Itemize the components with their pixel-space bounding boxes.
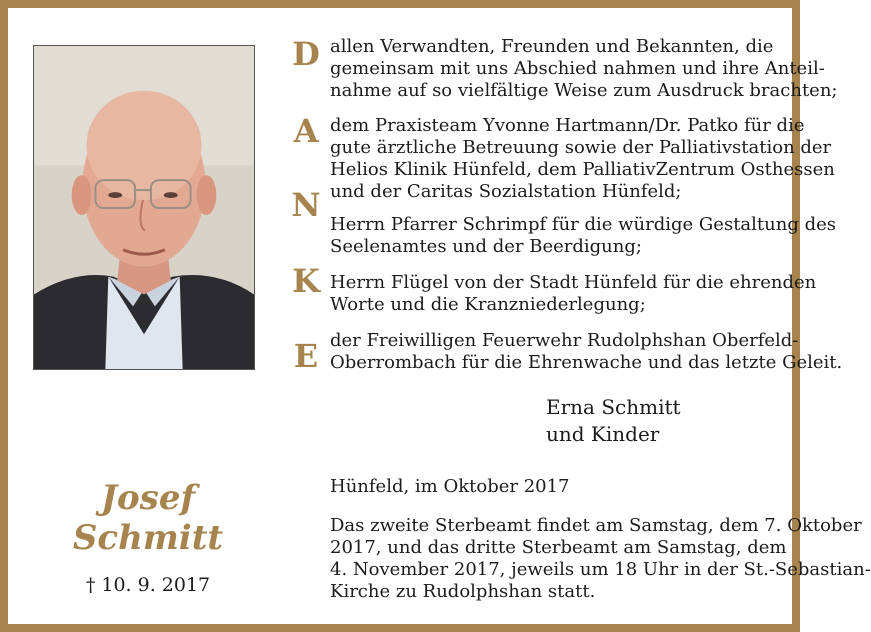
thanks-paragraph-1 xyxy=(330,36,838,102)
paragraph-line: Oberrombach für die Ehrenwache und das letzte Geleit. xyxy=(330,352,843,373)
paragraph-line: gute ärztliche Betreuung sowie der Palliativstation der xyxy=(330,137,832,158)
portrait-photo xyxy=(33,45,255,370)
mass-notice xyxy=(330,515,871,603)
portrait-image xyxy=(34,46,254,369)
paragraph-line: Herrn Pfarrer Schrimpf für die würdige Gestaltung des xyxy=(330,214,836,235)
first-name: Josef xyxy=(100,478,196,518)
paragraph-line: Herrn Flügel von der Stadt Hünfeld für die ehrenden xyxy=(330,272,817,293)
danke-letter-d: D xyxy=(292,35,320,73)
place-date: Hünfeld, im Oktober 2017 xyxy=(330,476,570,497)
signature-line: und Kinder xyxy=(546,422,660,446)
paragraph-line: gemeinsam mit uns Abschied nahmen und ihre Anteil- xyxy=(330,58,825,79)
notice-line: 4. November 2017, jeweils um 18 Uhr in der St.-Sebastian- xyxy=(330,559,871,580)
thanks-paragraph-4 xyxy=(330,272,817,316)
paragraph-line: nahme auf so vielfältige Weise zum Ausdruck brachten; xyxy=(330,80,838,101)
death-date: † 10. 9. 2017 xyxy=(85,574,211,596)
notice-line: Kirche zu Rudolphshan statt. xyxy=(330,581,596,602)
signature-line: Erna Schmitt xyxy=(546,395,681,419)
thanks-paragraph-2 xyxy=(330,115,835,203)
danke-letter-a: A xyxy=(293,112,319,150)
notice-line: Das zweite Sterbeamt findet am Samstag, dem 7. Oktober xyxy=(330,515,862,536)
paragraph-line: Worte und die Kranzniederlegung; xyxy=(330,294,646,315)
notice-line: 2017, und das dritte Sterbeamt am Samstag, dem xyxy=(330,537,787,558)
danke-letter-e: E xyxy=(293,337,319,375)
danke-letter-k: K xyxy=(292,262,320,300)
last-name: Schmitt xyxy=(72,518,224,558)
thanks-paragraph-3 xyxy=(330,214,836,258)
paragraph-line: der Freiwilligen Feuerwehr Rudolphshan Oberfeld- xyxy=(330,330,799,351)
thanks-paragraph-5 xyxy=(330,330,843,374)
deceased-name xyxy=(48,478,248,558)
signature-block xyxy=(546,394,681,448)
paragraph-line: Seelenamtes und der Beerdigung; xyxy=(330,236,642,257)
danke-letter-n: N xyxy=(291,186,321,224)
paragraph-line: Helios Klinik Hünfeld, dem PalliativZentrum Osthessen xyxy=(330,159,835,180)
paragraph-line: und der Caritas Sozialstation Hünfeld; xyxy=(330,181,682,202)
paragraph-line: allen Verwandten, Freunden und Bekannten, die xyxy=(330,36,774,57)
paragraph-line: dem Praxisteam Yvonne Hartmann/Dr. Patko für die xyxy=(330,115,805,136)
